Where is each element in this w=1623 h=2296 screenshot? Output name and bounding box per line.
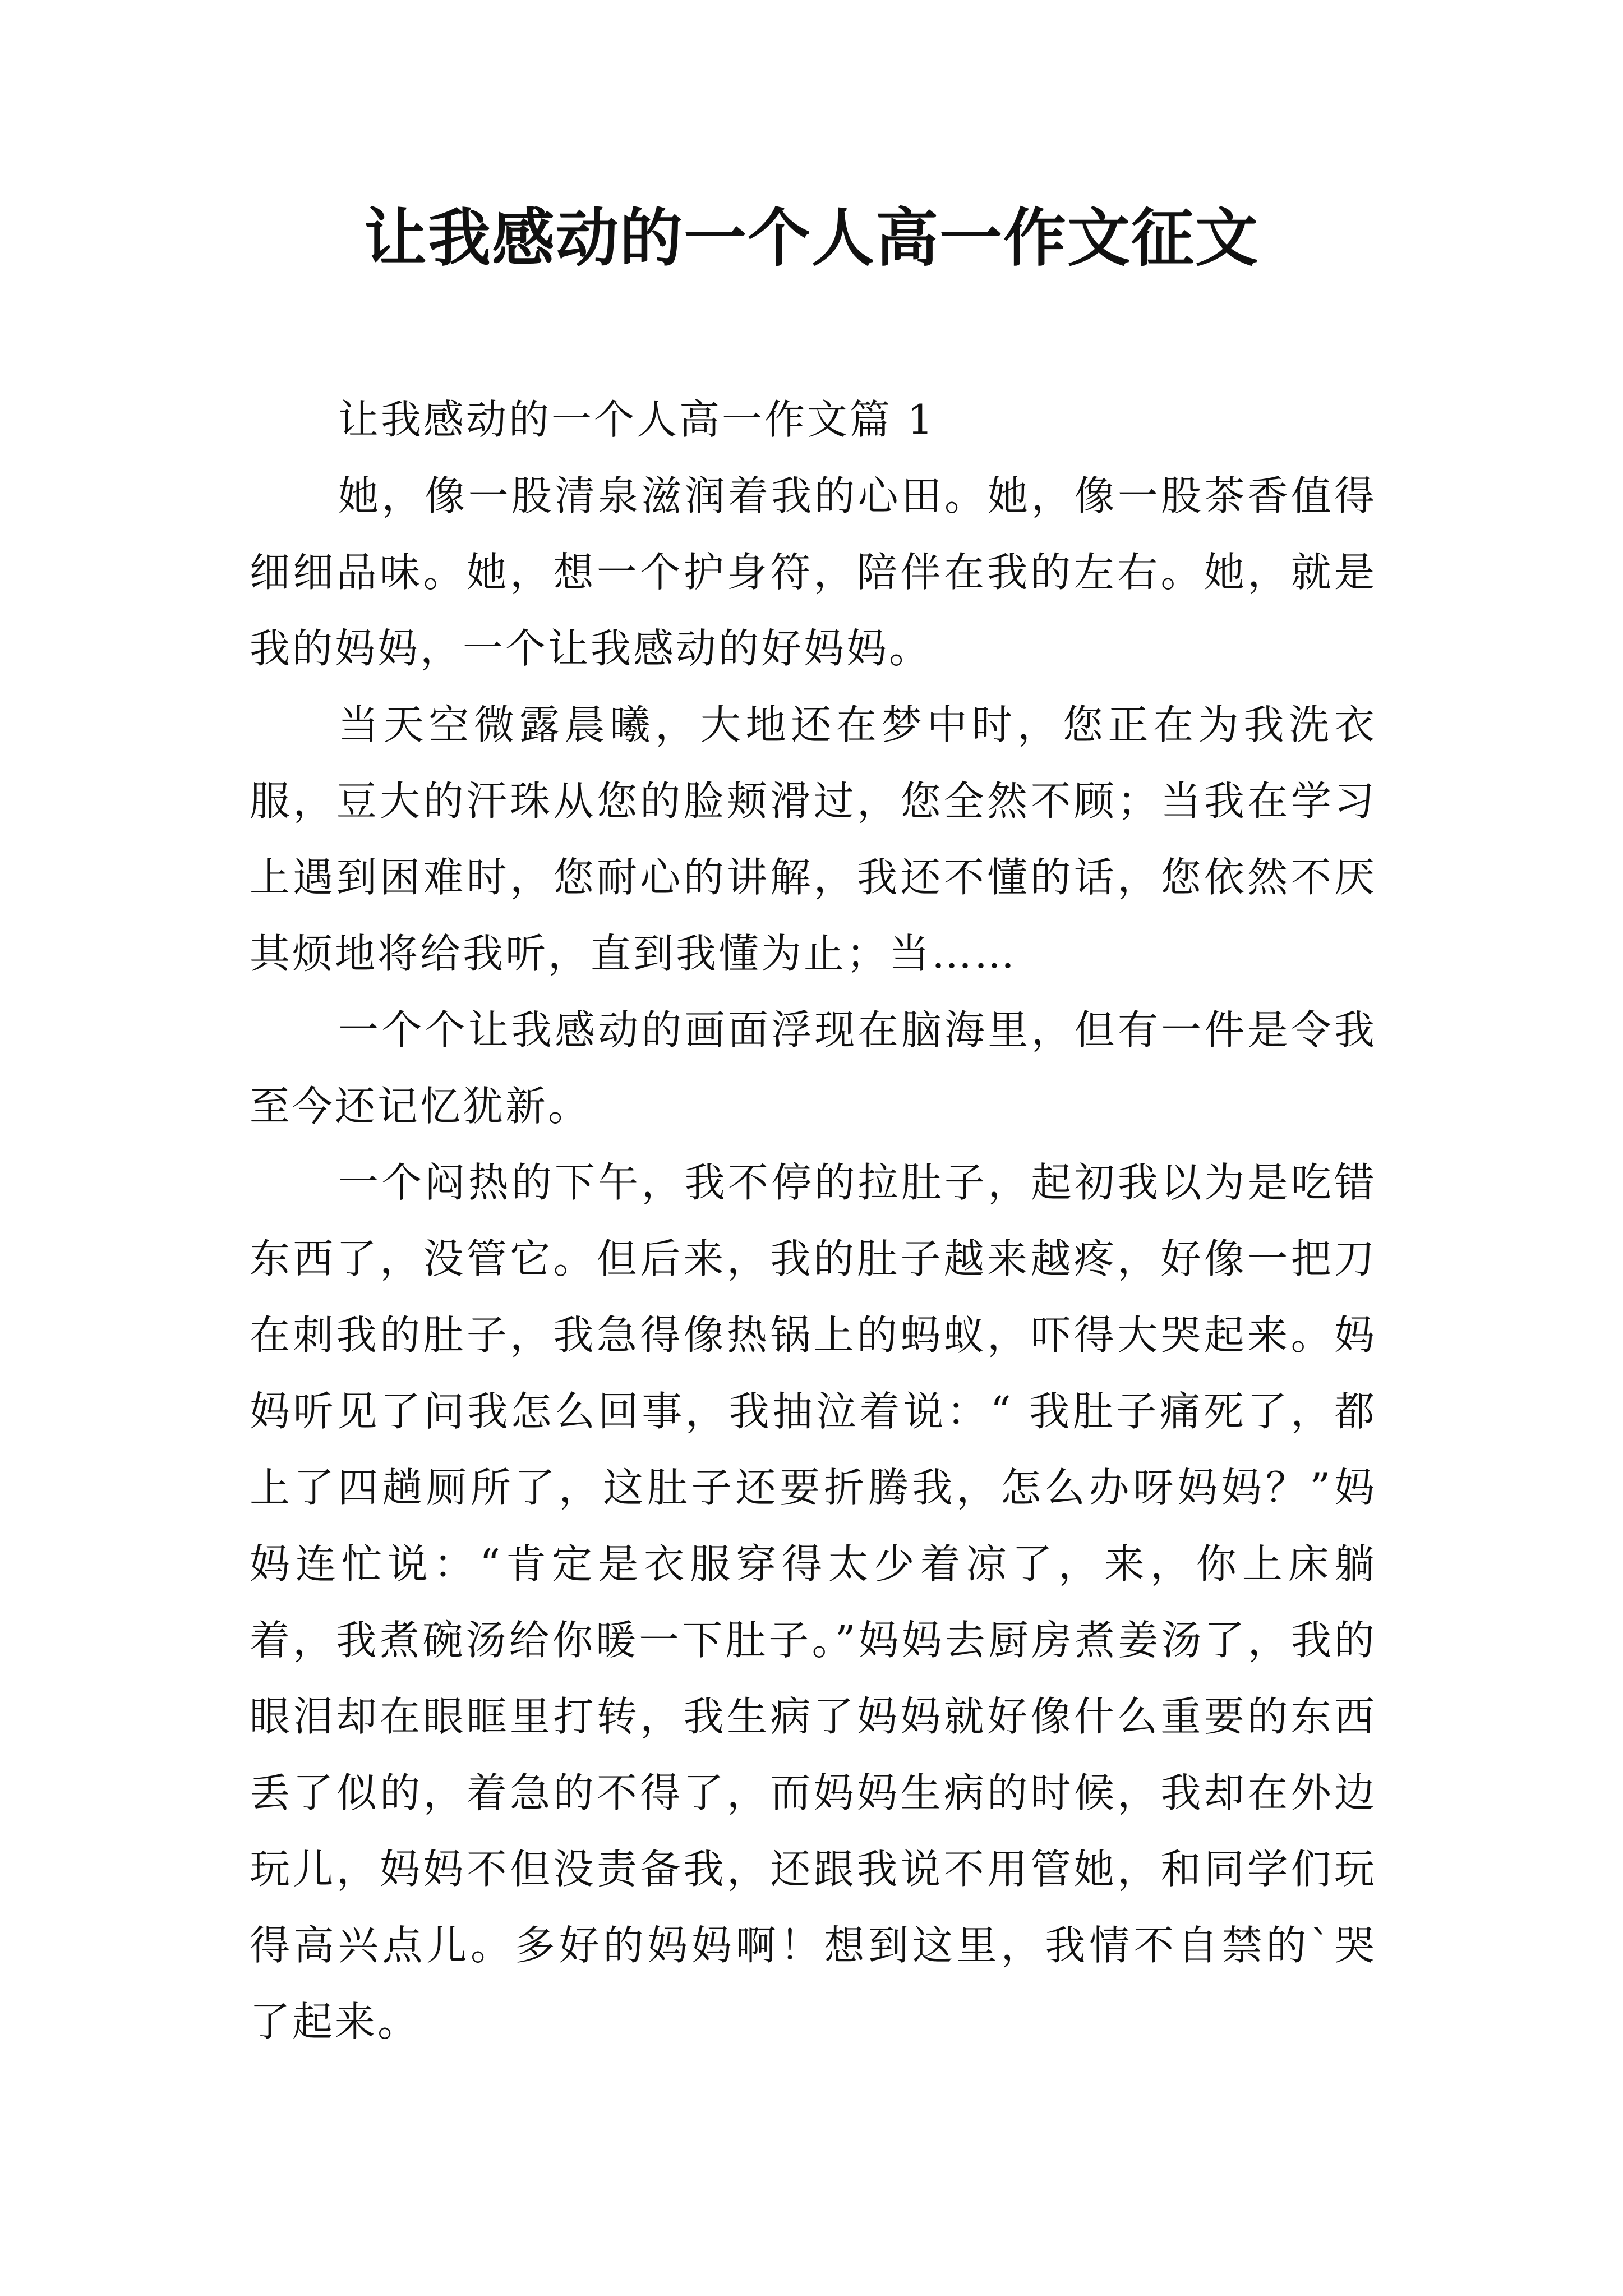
document-title: 让我感动的一个人高一作文征文 bbox=[364, 201, 1259, 275]
paragraph-3: 一个个让我感动的画面浮现在脑海里，但有一件是令我至今还记忆犹新。 bbox=[250, 1006, 1377, 1130]
document-body bbox=[250, 381, 1377, 2060]
section-heading: 让我感动的一个人高一作文篇 1 bbox=[338, 396, 935, 443]
paragraph-2: 当天空微露晨曦，大地还在梦中时，您正在为我洗衣服，豆大的汗珠从您的脸颊滑过，您全然不顾；当我在学习上遇到困难时，您耐心的讲解，我还不懂的话，您依然不厌其烦地将给我听，直到我懂为止；当…… bbox=[250, 701, 1377, 977]
paragraph-4: 一个闷热的下午，我不停的拉肚子，起初我以为是吃错东西了，没管它。但后来，我的肚子越来越疼，好像一把刀在刺我的肚子，我急得像热锅上的蚂蚁，吓得大哭起来。妈妈听见了问我怎么回事，我抽泣着说：“ 我肚子痛死了，都上了四趟厕所了，这肚子还要折腾我，怎么办呀妈妈？”妈妈连忙说：“肯定是衣服穿得太少着凉了，来，你上床躺着，我煮碗汤给你暖一下肚子。”妈妈去厨房煮姜汤了，我的眼泪却在眼眶里打转，我生病了妈妈就好像什么重要的东西丢了似的，着急的不得了，而妈妈生病的时候，我却在外边玩儿，妈妈不但没责备我，还跟我说不用管她，和同学们玩得高兴点儿。多好的妈妈啊！想到这里，我情不自禁的`哭了起来。 bbox=[250, 1159, 1377, 2045]
paragraph-1: 她，像一股清泉滋润着我的心田。她，像一股茶香值得细细品味。她，想一个护身符，陪伴在我的左右。她，就是我的妈妈，一个让我感动的好妈妈。 bbox=[250, 472, 1377, 672]
